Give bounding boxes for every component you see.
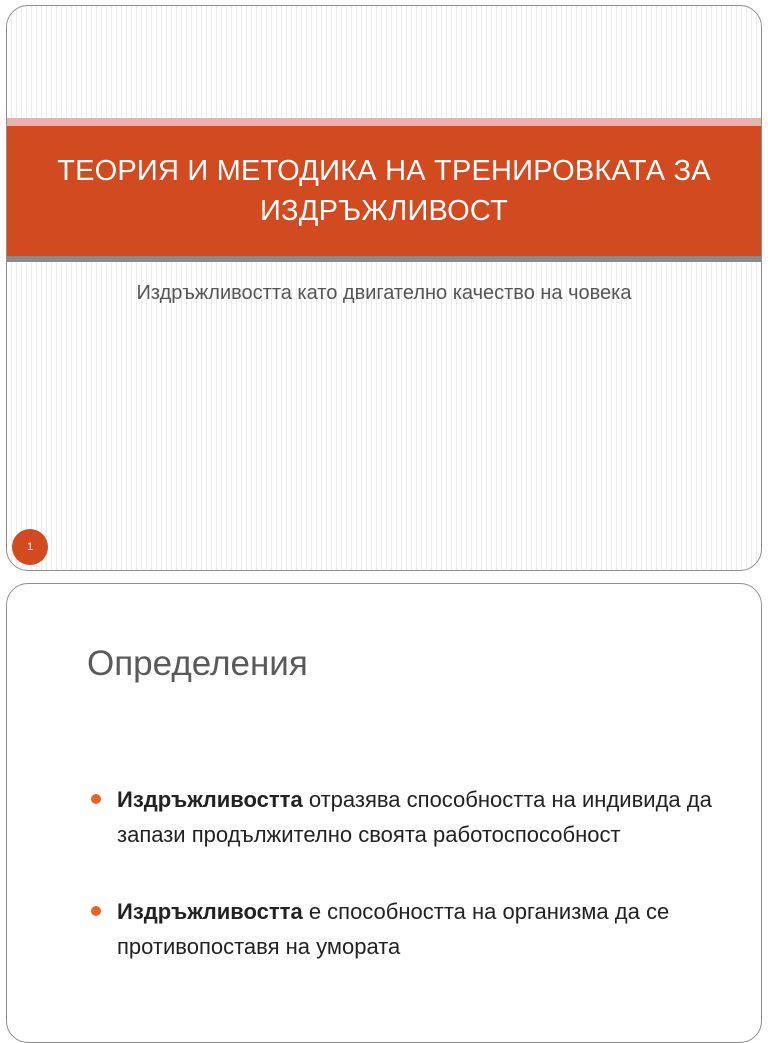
bullet-term: Издръжливостта — [117, 899, 303, 924]
title-band-bottom-stripe — [7, 256, 761, 262]
page-number-badge: 1 — [12, 529, 48, 565]
bullet-dot-icon — [91, 794, 101, 804]
slide-title-text: ТЕОРИЯ И МЕТОДИКА НА ТРЕНИРОВКАТА ЗА ИЗДРЪЖЛИВОСТ — [57, 155, 711, 227]
bullet-text: е способността на организма да се противопоставя на умората — [117, 899, 670, 959]
title-band — [7, 126, 761, 256]
bullet-term: Издръжливостта — [117, 787, 303, 812]
title-band-top-stripe — [7, 118, 761, 126]
slide-subtitle: Издръжливостта като двигателно качество на човека — [136, 282, 632, 304]
bullet-item — [91, 782, 721, 852]
slide-heading: Определения — [87, 644, 308, 683]
bullet-item — [91, 894, 721, 964]
slide-definitions — [6, 583, 762, 1043]
bullet-list — [91, 782, 721, 964]
slide-title — [6, 5, 762, 571]
bullet-dot-icon — [91, 906, 101, 916]
bullet-text: отразява способността на индивида да запази продължително своята работоспособност — [117, 787, 712, 847]
